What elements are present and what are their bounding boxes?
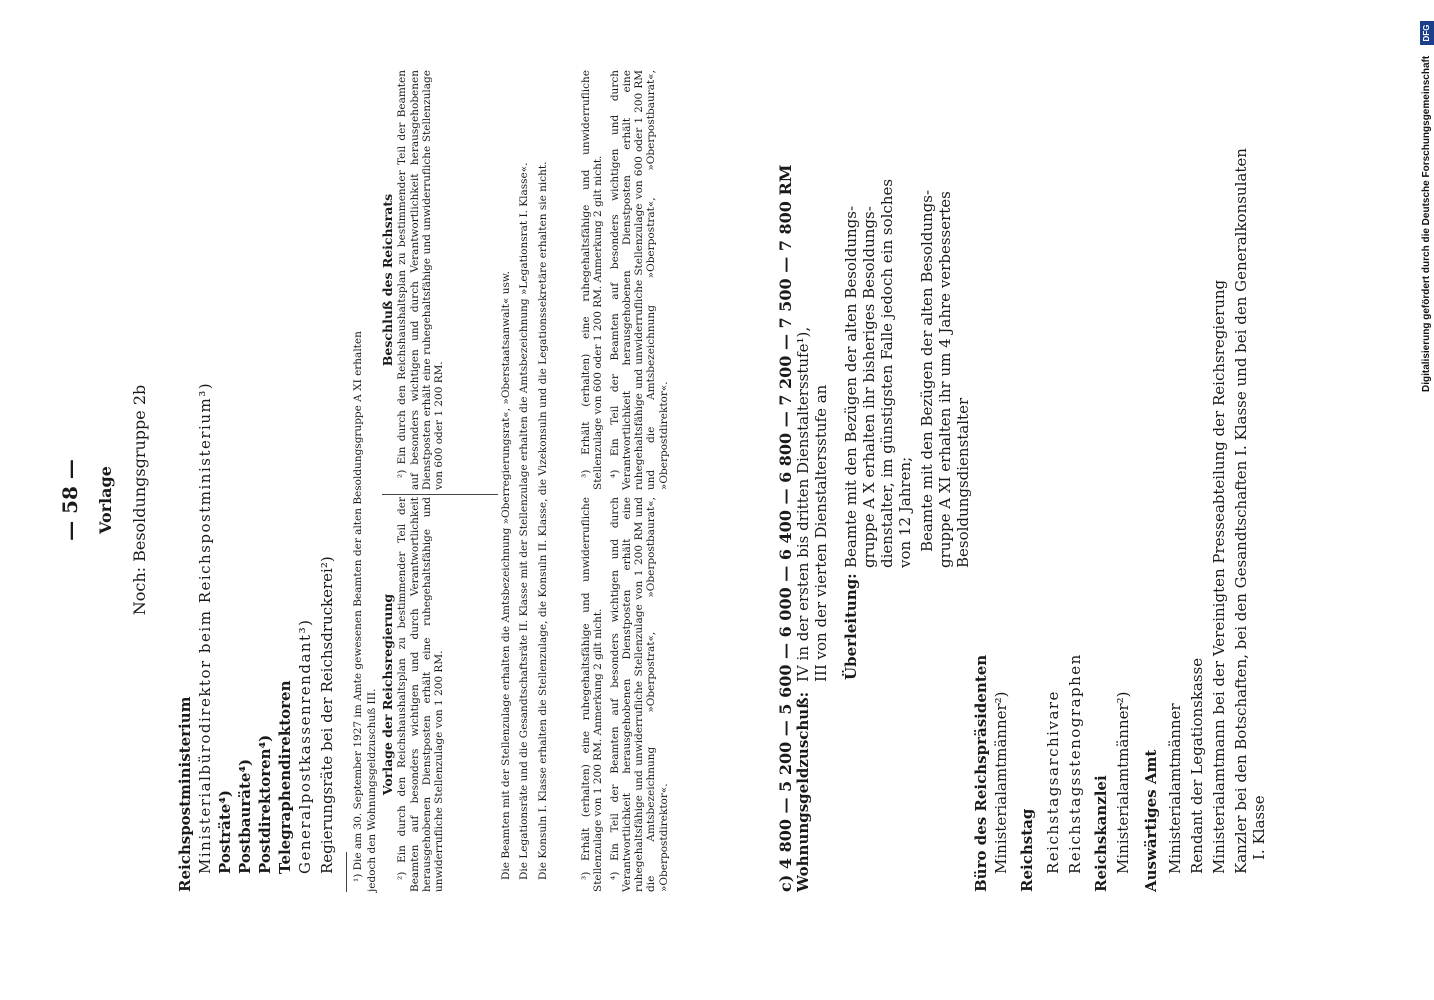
right-footnote-2: ²) Ein durch den Reichshaushaltsplan zu bestimmender Teil der Beamten auf besonders wichtigen und durch Verantwortlichkeit herausgehobenen Dienstposten erhält eine ruhegehaltsfähige und unwiderrufliche Stellenzulage von 600 oder 1 200 RM. bbox=[396, 70, 446, 490]
section1-item: Telegraphendirektoren bbox=[276, 680, 294, 874]
transition-line: von 12 Jahren; bbox=[896, 456, 914, 568]
transition-line: gruppe A XI erhalten ihr um 4 Jahre verbessertes bbox=[936, 191, 954, 568]
housing-allowance-line: IV in der ersten bis dritten Dienstaltersstufe¹), bbox=[794, 326, 812, 682]
page-title: Vorlage bbox=[96, 466, 115, 534]
left-footnote-3: ³) Erhält (erhalten) eine ruhegehaltsfähige und unwiderrufliche Stellenzulage von 1 200 RM. Anmerkung 2 gilt nicht. bbox=[580, 497, 605, 892]
footnote-column-right-lower bbox=[580, 70, 670, 490]
section1-item: Postbauräte⁴) bbox=[236, 758, 254, 874]
funding-note: Digitalisierung gefördert durch die Deutsche Forschungsgemeinschaft bbox=[1421, 55, 1432, 392]
section1-item: Ministerialbürodirektor beim Reichspostministerium³) bbox=[196, 381, 214, 874]
footnote-1-cont: jedoch den Wohnungsgeldzuschuß III. bbox=[366, 688, 378, 892]
left-column-heading: Vorlage der Reichsregierung bbox=[380, 593, 395, 796]
transition-label: Überleitung: bbox=[842, 573, 860, 680]
housing-allowance-line: III von der vierten Dienstaltersstufe an bbox=[812, 384, 830, 682]
footnote-middle-text bbox=[500, 70, 549, 892]
section2-item: Ministerialamtmann bei der Vereinigten Presseabteilung der Reichsregierung bbox=[1210, 279, 1228, 874]
transition-line: dienstalter, im günstigsten Falle jedoch ein solches bbox=[878, 178, 896, 568]
section2-heading: Reichstag bbox=[1018, 808, 1036, 892]
transition-line: Besoldungsdienstalter bbox=[954, 397, 972, 568]
left-footnote-2: ²) Ein durch den Reichshaushaltsplan zu bestimmender Teil der Beamten auf besonders wichtigen und durch Verantwortlichkeit herausgehobenen Dienstposten erhält eine ruhegehaltsfähige und unwiderrufliche Stellenzulage von 1 200 RM. bbox=[396, 497, 446, 892]
section2-item: Kanzler bei den Botschaften, bei den Gesandtschaften I. Klasse und bei den Generalkonsulaten bbox=[1232, 148, 1250, 874]
salary-scale: c) 4 800 — 5 200 — 5 600 — 6 000 — 6 400 — 6 800 — 7 200 — 7 500 — 7 800 RM bbox=[776, 164, 795, 892]
footnote-column-left-lower bbox=[580, 497, 670, 892]
section2-item: Ministerialamtmänner²) bbox=[992, 691, 1010, 874]
footnote-column-right bbox=[382, 70, 445, 490]
section1-item: Posträte⁴) bbox=[216, 789, 234, 874]
funding-sidebar bbox=[1418, 0, 1434, 1000]
section1-item: Generalpostkassenrendant³) bbox=[296, 618, 314, 874]
section2-item-cont: I. Klasse bbox=[1250, 795, 1268, 860]
transition-line: Beamte mit den Bezügen der alten Besoldungs- bbox=[842, 205, 860, 568]
footnote-column-left bbox=[382, 497, 445, 892]
middle-note-1: Die Beamten mit der Stellenzulage erhalten die Amtsbezeichnung »Oberregierungsrat«, »Oberstaatsanwalt« usw. bbox=[500, 271, 512, 880]
middle-note-2: Die Legationsräte und die Gesandtschaftsräte II. Klasse mit der Stellenzulage erhalten die Amtsbezeichnung »Legationsrat I. Klasse«. bbox=[518, 162, 531, 880]
section2-item: Rendant der Legationskasse bbox=[1188, 657, 1206, 874]
right-column-heading: Beschluß des Reichsrats bbox=[380, 193, 395, 367]
footnote-rule bbox=[346, 852, 347, 892]
section2-item: Reichstagsarchivare bbox=[1044, 690, 1062, 874]
section2-heading: Auswärtiges Amt bbox=[1142, 749, 1160, 892]
column-divider bbox=[382, 494, 498, 495]
transition-line: Beamte mit den Bezügen der alten Besoldungs- bbox=[918, 189, 936, 552]
housing-allowance-label: Wohnungsgeldzuschuß: bbox=[794, 691, 812, 892]
footnote-1: ¹) Die am 30. September 1927 im Amte gewesenen Beamten der alten Besoldungsgruppe A XI erhalten bbox=[352, 331, 364, 882]
middle-note-3: Die Konsuln I. Klasse erhalten die Stellenzulage, die Konsuln II. Klasse, die Vizekonsuln und die Legationssekretäre erhalten sie nicht. bbox=[536, 161, 549, 880]
right-footnote-3: ³) Erhält (erhalten) eine ruhegehaltsfähige und unwiderrufliche Stellenzulage von 600 oder 1 200 RM. Anmerkung 2 gilt nicht. bbox=[580, 70, 605, 490]
section1-item: Regierungsräte bei der Reichsdruckerei²) bbox=[318, 556, 336, 874]
page-number: — 58 — bbox=[58, 459, 82, 541]
section2-item: Reichstagsstenographen bbox=[1066, 653, 1084, 874]
right-footnote-4: ⁴) Ein Teil der Beamten auf besonders wichtigen und durch Verantwortlichkeit herausgehobenen Dienstposten erhält eine ruhegehaltsfähige und unwiderrufliche Stellenzulage von 600 oder 1 200 RM und die Amtsbezeichnung »Oberpostrat«, »Oberpostbaurat«, »Oberpostdirektor«. bbox=[608, 70, 670, 490]
section2-item: Ministerialamtmänner²) bbox=[1114, 691, 1132, 874]
left-footnote-4: ⁴) Ein Teil der Beamten auf besonders wichtigen und durch Verantwortlichkeit herausgehobenen Dienstposten erhält eine ruhegehaltsfähige und unwiderrufliche Stellenzulage von 1 200 RM und die Amtsbezeichnung »Oberpostrat«, »Oberpostbaurat«, »Oberpostdirektor«. bbox=[608, 497, 670, 892]
page-subtitle: Noch: Besoldungsgruppe 2b bbox=[130, 384, 149, 616]
dfg-logo: DFG bbox=[1420, 21, 1434, 45]
transition-line: gruppe A X erhalten ihr bisheriges Besoldungs- bbox=[860, 206, 878, 568]
section2-heading: Reichskanzlei bbox=[1092, 775, 1110, 892]
section2-item: Ministerialamtmänner bbox=[1166, 703, 1184, 874]
section2-heading: Büro des Reichspräsidenten bbox=[972, 654, 990, 892]
section1-item: Postdirektoren⁴) bbox=[256, 734, 274, 874]
section1-heading: Reichspostministerium bbox=[176, 696, 194, 892]
